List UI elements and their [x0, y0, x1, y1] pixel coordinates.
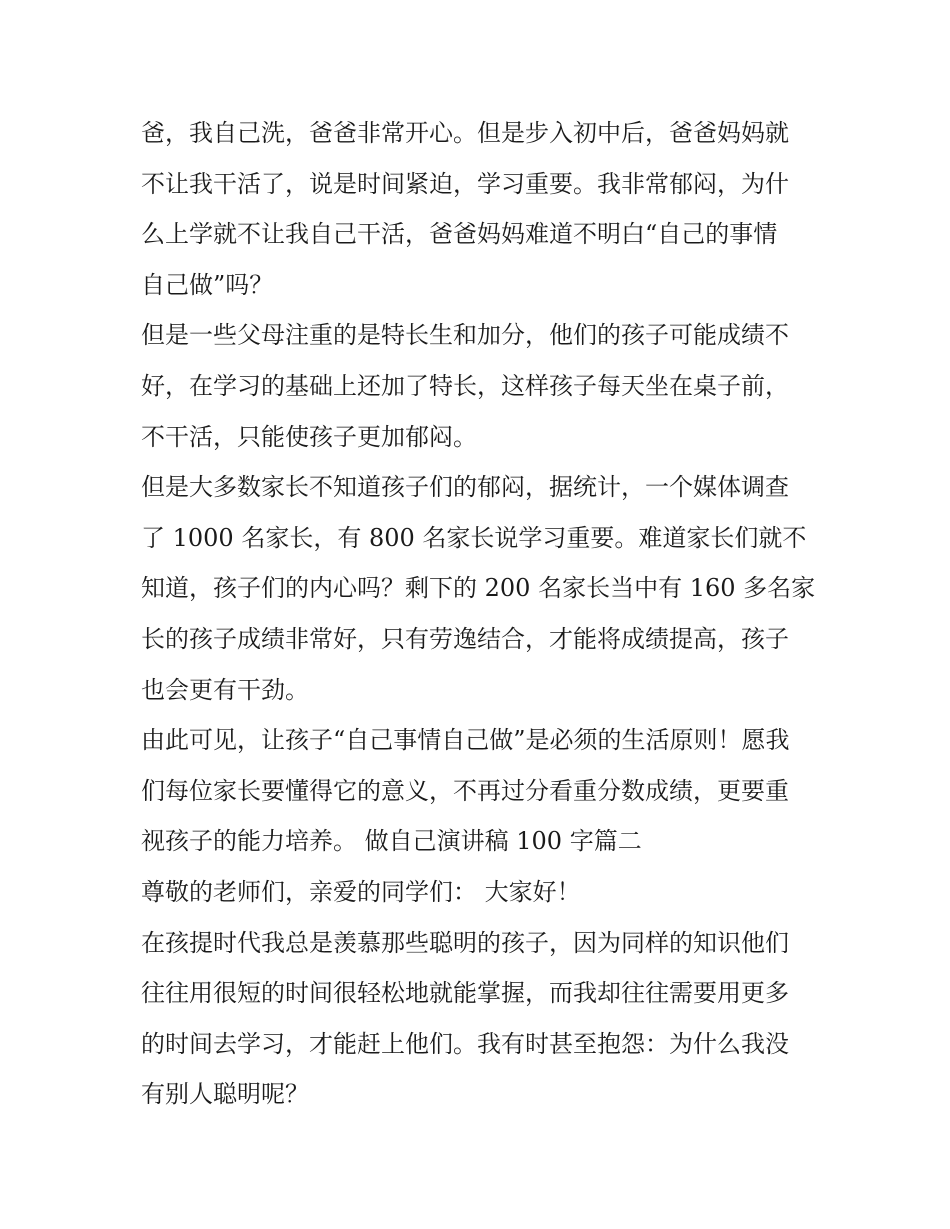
document-body — [141, 108, 821, 1120]
text-line: 有别人聪明呢？ — [141, 1080, 309, 1109]
text-line: 了 1000 名家长，有 800 名家长说学习重要。难道家长们就不 — [141, 523, 807, 552]
text-line: 由此可见，让孩子“自己事情自己做”是必须的生活原则！愿我 — [141, 726, 790, 755]
text-line: 自己做”吗？ — [141, 270, 274, 299]
text-line: 尊敬的老师们，亲爱的同学们： 大家好！ — [141, 877, 581, 906]
text-line: 也会更有干劲。 — [141, 675, 309, 704]
text-line: 爸，我自己洗，爸爸非常开心。但是步入初中后，爸爸妈妈就 — [141, 119, 789, 147]
text-line: 么上学就不让我自己干活，爸爸妈妈难道不明白“自己的事情 — [141, 220, 778, 249]
text-line: 长的孩子成绩非常好，只有劳逸结合，才能将成绩提高，孩子 — [141, 624, 789, 653]
text-line: 但是大多数家长不知道孩子们的郁闷，据统计，一个媒体调查 — [141, 473, 789, 502]
text-line: 往往用很短的时间很轻松地就能掌握，而我却往往需要用更多 — [141, 979, 789, 1008]
text-line: 知道，孩子们的内心吗？剩下的 200 名家长当中有 160 多名家 — [141, 574, 816, 603]
text-line: 视孩子的能力培养。 做自己演讲稿 100 字篇二 — [141, 827, 642, 856]
text-line: 不干活，只能使孩子更加郁闷。 — [141, 422, 477, 451]
text-line: 不让我干活了，说是时间紧迫，学习重要。我非常郁闷，为什 — [141, 169, 789, 198]
text-line: 但是一些父母注重的是特长生和加分，他们的孩子可能成绩不 — [141, 321, 789, 350]
text-line: 们每位家长要懂得它的意义，不再过分看重分数成绩，更要重 — [141, 776, 789, 805]
text-line: 的时间去学习，才能赶上他们。我有时甚至抱怨：为什么我没 — [141, 1029, 789, 1058]
text-line: 好，在学习的基础上还加了特长，这样孩子每天坐在桌子前， — [141, 371, 789, 400]
text-line: 在孩提时代我总是羡慕那些聪明的孩子，因为同样的知识他们 — [141, 928, 789, 957]
